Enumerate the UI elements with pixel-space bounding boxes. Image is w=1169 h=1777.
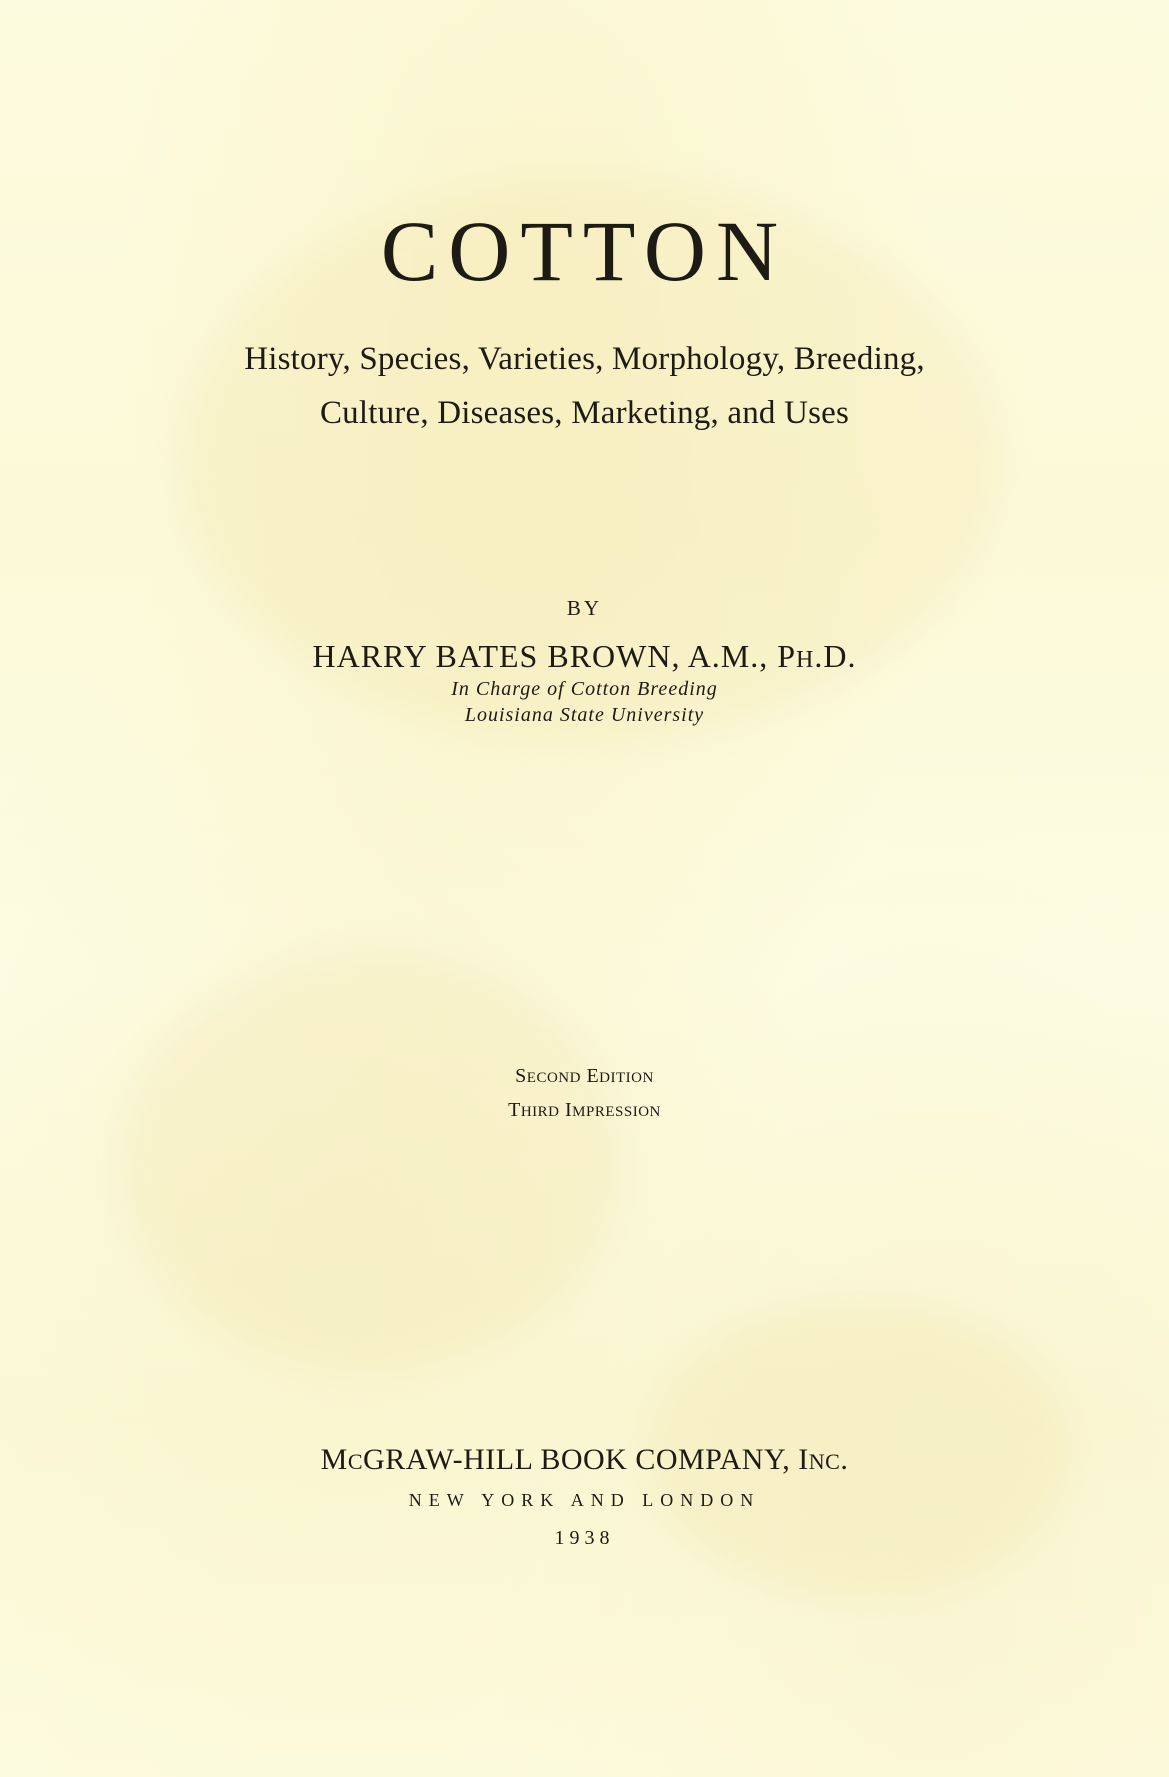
publisher-inc-end: . (840, 1443, 849, 1476)
publisher-cap: M (320, 1443, 348, 1476)
publisher-inc-small: NC (808, 1449, 841, 1474)
impression-small: HIRD (520, 1104, 560, 1120)
impression-line (0, 1094, 1169, 1128)
degree-cap: P (777, 638, 797, 674)
edition-line (0, 1060, 1169, 1094)
paper-stain (120, 950, 620, 1370)
subtitle-line-1: History, Species, Varieties, Morphology, Breeding, (244, 341, 925, 377)
publisher-city: NEW YORK AND LONDON (408, 1490, 761, 1510)
author-name-text: HARRY BATES BROWN, A.M., (312, 638, 769, 674)
degree-end: . (847, 638, 857, 674)
affiliation-institution: Louisiana State University (464, 704, 705, 726)
degree-mid: .D (814, 638, 848, 674)
publisher-inc-cap: I (798, 1443, 809, 1476)
author-name (0, 638, 1169, 675)
publisher-name-rest: GRAW-HILL BOOK COMPANY, (363, 1443, 799, 1476)
author-affiliation (0, 676, 1169, 728)
edition-small: DITION (599, 1070, 654, 1086)
impression-cap: I (565, 1099, 573, 1121)
publisher-small: C (347, 1449, 364, 1474)
degree-small: H (796, 647, 815, 673)
subtitle-line-2: Culture, Diseases, Marketing, and Uses (319, 395, 850, 431)
edition-info (0, 1060, 1169, 1128)
impression-small: MPRESSION (572, 1104, 661, 1120)
edition-cap: E (586, 1065, 600, 1087)
book-title: COTTON (380, 203, 789, 299)
author-degree (777, 638, 856, 674)
publisher-name (0, 1443, 1169, 1477)
publication-year: 1938 (554, 1527, 615, 1549)
byline: BY (566, 596, 603, 620)
edition-cap: S (515, 1065, 527, 1087)
edition-small: ECOND (526, 1070, 581, 1086)
impression-cap: T (508, 1099, 521, 1121)
book-subtitle (0, 332, 1169, 440)
affiliation-role: In Charge of Cotton Breeding (451, 678, 718, 700)
